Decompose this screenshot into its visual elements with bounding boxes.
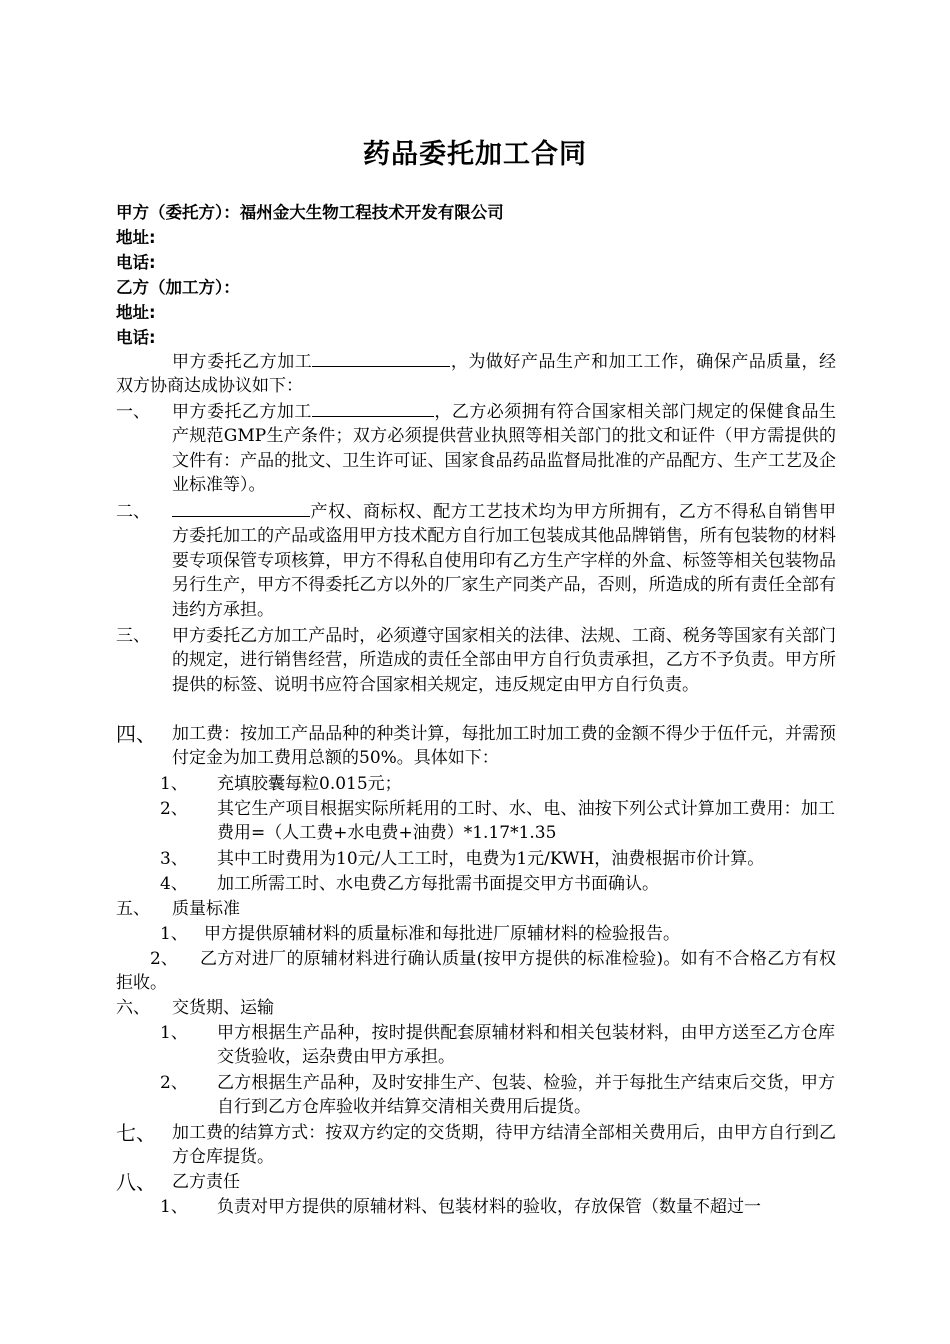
intro-after: ，为做好产品生产和加工工作，确保产品质量，经双方协商达成协议如下： <box>116 352 837 397</box>
section-number: 三、 <box>116 626 150 646</box>
section-text: 质量标准 <box>172 899 240 919</box>
section-text: 甲方委托乙方加工 ，乙方必须拥有符合国家相关部门规定的保健食品生产规范GMP生产条件；双方必须提供营业执照等相关部门的批文和证件（甲方需提供的文件有：产品的批文、卫生许可证、国家食品药品监督局批准的产品配方、生产工艺及企业标准等）。 <box>172 402 837 496</box>
section-number: 八、 <box>116 1170 156 1194</box>
section-text: 乙方责任 <box>172 1172 240 1192</box>
section-number: 六、 <box>116 998 150 1018</box>
section-text: 加工费：按加工产品品种的种类计算，每批加工时加工费的金额不得少于伍仟元，并需预付定金为加工费用总额的50%。具体如下： <box>172 724 836 769</box>
product-blank <box>312 416 434 417</box>
party-b-label: 乙方（加工方）： <box>116 278 240 297</box>
party-b-phone: 电话: <box>116 328 156 347</box>
property-blank <box>172 516 310 517</box>
section-text: 甲方委托乙方加工产品时，必须遵守国家相关的法律、法规、工商、税务等国家有关部门的规定，进行销售经营，所造成的责任全部由甲方自行负责承担，乙方不予负责。甲方所提供的标签、说明书应符合国家相关规定，违反规定由甲方自行负责。 <box>172 626 836 695</box>
document-page: 药品委托加工合同 甲方（委托方）：福州金大生物工程技术开发有限公司 地址: 电话: 乙方（加工方）： 地址: 电话: 甲方委托乙方加工 ，为做好产品生产和加工工作，确保产品质量，经双方协商达成协议如下： 一、 甲方委托乙方加工 ，乙方必须拥有符合国家相关部门规定的保健食品生产规范GMP生产条件；双方必须提供营业执照等相关部门的批文和证件（甲方需提供的文件有：产品的批文、卫生许可证、国家食品药品监督局批准的产品配方、生产工艺及企业标准等）。 二、 产权、商标权、配方工艺技术均为甲方所拥有，乙方不得私自销售甲方委托加工的产品或盗用甲方技术配方自行加工包装成其他品牌销售，所有包装物的材料要专项保管专项核算，甲方不得私自使用印有乙方生产字样的外盒、标签等相关包装物品另行生产，甲方不得委托乙方以外的厂家生产同类产品，否则，所造成的所有责任全部有违约方承担。 三、 甲方委托乙方加工产品时，必须遵守国家相关的法律、法规、工商、税务等国家有关部门的规定，进行销售经营，所造成的责任全部由甲方自行负责承担，乙方不予负责。甲方所提供的标签、说明书应符合国家相关规定，违反规定由甲方自行负责。 四、 加工费：按加工产品品种的种类计算，每批加工时加工费的金额不得少于伍仟元，并需预付定金为加工费用总额的50%。具体如下： 1、 充填胶囊每粒0.015元； 2、 其它生产项目根据实际所耗用的工时、水、电、油按下列公式计算加工费用：加工费用=（人工费+水电费+油费）*1.17*1.35 3、 其中工时费用为10元/人工工时，电费为1元/KWH，油费根据市价计算。 4、 加工所需工时、水电费乙方每批需书面提交甲方书面确认。 五、 质量标准 1、 甲方提供原辅材料的质量标准和每批进厂原辅材料的检验报告。 2、 乙方对进厂的原辅材料进行确认质量(按甲方提供的标准检验)。如有不合格乙方有权拒收。 六、 交货期、运输 1、 甲方根据生产品种，按时提供配套原辅材料和相关包装材料，由甲方送至乙方仓库交货验收，运杂费由甲方承担。 2、 乙方根据生产品种，及时安排生产、包装、检验，并于每批生产结束后交货，甲方自行到乙方仓库验收并结算交清相关费用后提货。 七、 加工费的结算方式：按双方约定的交货期，待甲方结清全部相关费用后，由甲方自行到乙方仓库提货。 八、 乙方责任 1、 负责对甲方提供的原辅材料、包装材料的验收，存放保管（数量不超过一 <box>0 0 950 1344</box>
section-text: 产权、商标权、配方工艺技术均为甲方所拥有，乙方不得私自销售甲方委托加工的产品或盗用甲方技术配方自行加工包装成其他品牌销售，所有包装物的材料要专项保管专项核算，甲方不得私自使用印有乙方生产字样的外盒、标签等相关包装物品另行生产，甲方不得委托乙方以外的厂家生产同类产品，否则，所造成的所有责任全部有违约方承担。 <box>172 502 836 620</box>
party-a-name: 福州金大生物工程技术开发有限公司 <box>239 203 504 222</box>
intro-before: 甲方委托乙方加工 <box>172 352 313 372</box>
product-blank <box>312 366 450 367</box>
section-text: 加工费的结算方式：按双方约定的交货期，待甲方结清全部相关费用后，由甲方自行到乙方仓库提货。 <box>172 1123 836 1168</box>
party-b-address: 地址: <box>116 303 156 322</box>
party-a-line <box>116 200 504 225</box>
section-text: 交货期、运输 <box>172 998 274 1018</box>
section-number: 五、 <box>116 899 150 919</box>
section-number: 四、 <box>116 722 156 746</box>
party-a-address: 地址: <box>116 228 156 247</box>
section-number: 七、 <box>116 1121 156 1145</box>
section-number: 二、 <box>116 502 150 522</box>
contract-title: 药品委托加工合同 <box>363 139 587 170</box>
party-a-label: 甲方（委托方）： <box>116 203 240 222</box>
party-a-phone: 电话: <box>116 253 156 272</box>
section-number: 一、 <box>116 402 150 422</box>
intro-paragraph <box>116 350 836 399</box>
